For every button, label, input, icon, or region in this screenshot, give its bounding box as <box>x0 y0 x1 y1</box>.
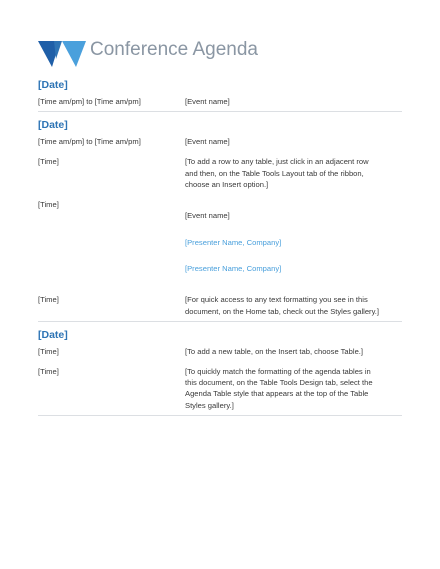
presenter-name[interactable]: [Presenter Name, Company] <box>185 237 282 247</box>
event-cell[interactable]: [For quick access to any text formatting you see in this document, on the Home tab, check out the Styles gallery.] <box>185 295 380 316</box>
agenda-body <box>38 78 402 422</box>
time-cell[interactable]: [Time am/pm] to [Time am/pm] <box>38 137 141 147</box>
presenter-name[interactable]: [Presenter Name, Company] <box>185 264 282 274</box>
time-cell[interactable]: [Time] <box>38 157 59 167</box>
time-cell[interactable]: [Time am/pm] to [Time am/pm] <box>38 97 141 106</box>
agenda-row <box>38 136 402 147</box>
agenda-section <box>38 328 402 416</box>
logo-icon <box>38 41 86 67</box>
agenda-row <box>38 96 402 107</box>
agenda-row <box>38 199 402 285</box>
agenda-row <box>38 294 402 316</box>
event-cell[interactable]: [Event name] <box>185 137 230 147</box>
event-cell <box>185 199 402 285</box>
event-cell[interactable]: [To add a new table, on the Insert tab, choose Table.] <box>185 346 364 356</box>
agenda-table <box>38 136 402 322</box>
event-name[interactable]: [Event name] <box>185 211 230 221</box>
event-cell[interactable]: [Event name] <box>185 97 230 106</box>
agenda-section <box>38 118 402 322</box>
event-cell[interactable]: [To quickly match the formatting of the agenda tables in this document, on the Table Tools Design tab, select the Agenda Table style that appears at the top of the Table Styles gallery.] <box>185 367 373 410</box>
agenda-section <box>38 78 402 112</box>
date-heading[interactable]: [Date] <box>38 119 68 132</box>
time-cell[interactable]: [Time] <box>38 295 59 305</box>
time-cell[interactable]: [Time] <box>38 200 59 210</box>
agenda-row <box>38 346 402 357</box>
date-heading[interactable]: [Date] <box>38 79 68 91</box>
agenda-row <box>38 156 402 190</box>
event-cell[interactable]: [To add a row to any table, just click in an adjacent row and then, on the Table Tools Layout tab of the ribbon, choose an Insert option.] <box>185 157 369 189</box>
document-header <box>38 38 418 68</box>
time-cell[interactable]: [Time] <box>38 367 59 377</box>
time-cell[interactable]: [Time] <box>38 346 59 356</box>
agenda-table <box>38 96 402 112</box>
date-heading[interactable]: [Date] <box>38 328 68 341</box>
agenda-table <box>38 346 402 416</box>
document-title[interactable]: Conference Agenda <box>90 39 258 60</box>
agenda-row <box>38 366 402 411</box>
